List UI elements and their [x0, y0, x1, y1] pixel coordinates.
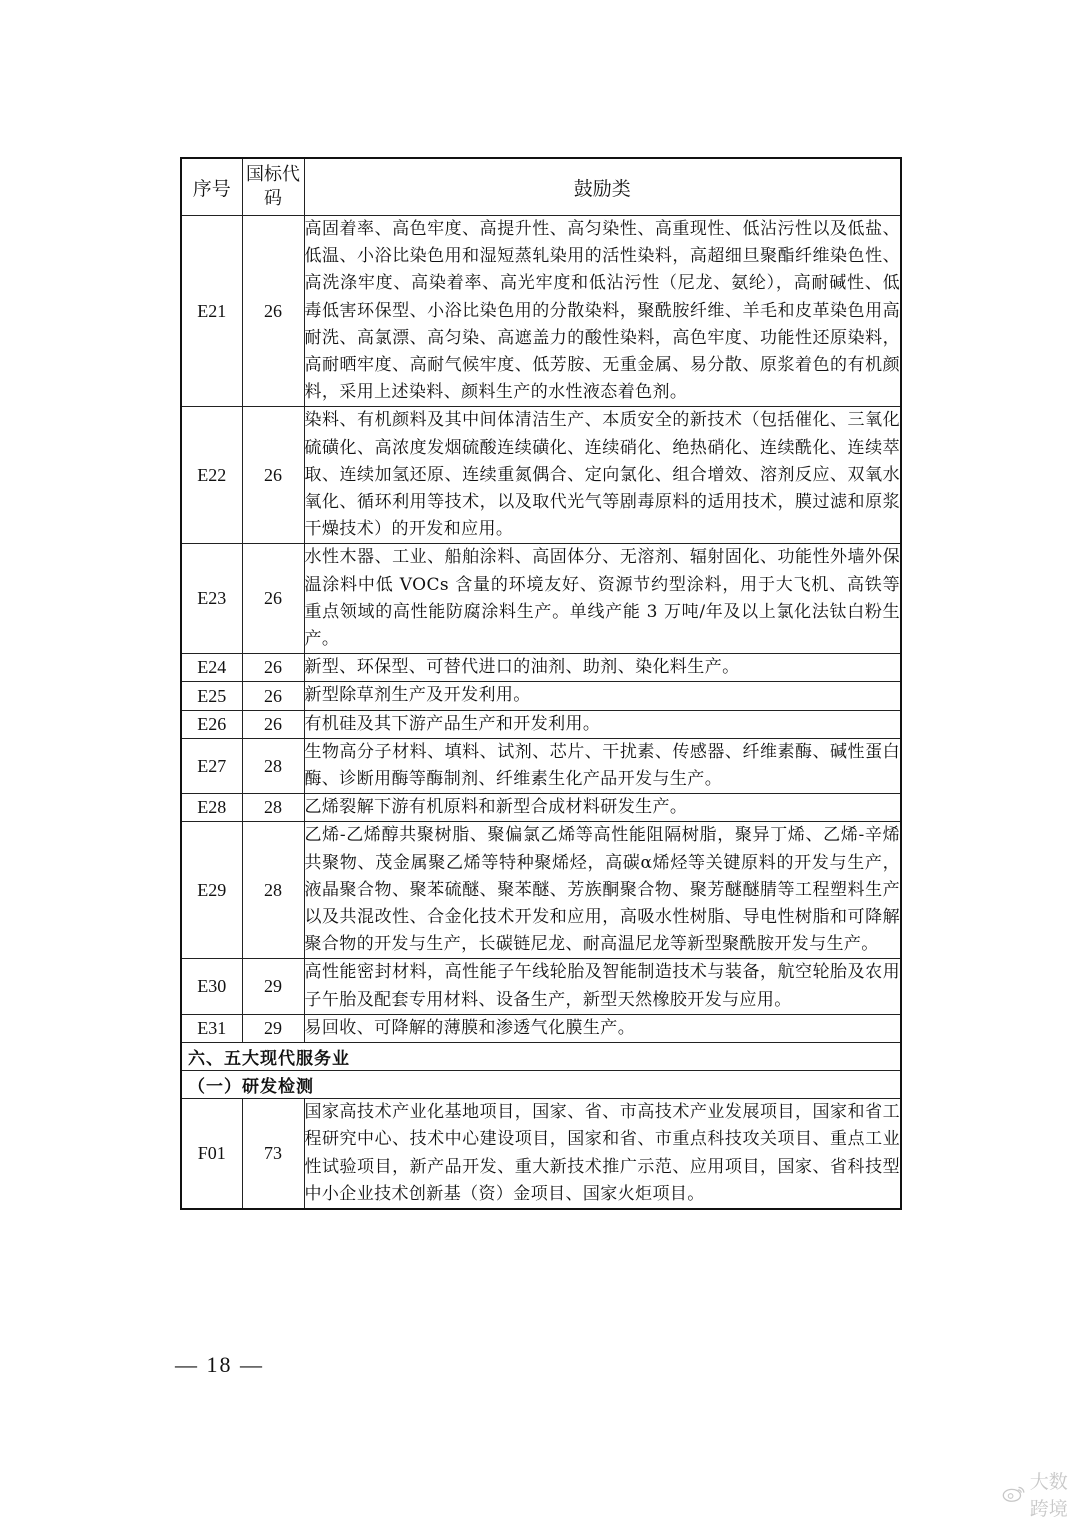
row-gb-code: 26	[242, 544, 304, 654]
subsection-row	[181, 1071, 901, 1099]
row-code: E25	[181, 682, 242, 710]
row-code: E29	[181, 822, 242, 959]
row-code: E22	[181, 407, 242, 544]
row-gb-code: 73	[242, 1099, 304, 1209]
row-description: 高性能密封材料，高性能子午线轮胎及智能制造技术与装备，航空轮胎及农用子午胎及配套专用材料、设备生产，新型天然橡胶开发与应用。	[304, 959, 901, 1014]
table-row	[181, 959, 901, 1014]
row-gb-code: 28	[242, 794, 304, 822]
weibo-logo-icon	[1002, 1481, 1026, 1507]
row-gb-code: 26	[242, 407, 304, 544]
table-row	[181, 1014, 901, 1042]
table-row	[181, 544, 901, 654]
section-title: 六、五大现代服务业	[181, 1043, 901, 1071]
row-code: E31	[181, 1014, 242, 1042]
row-gb-code: 29	[242, 1014, 304, 1042]
table-row	[181, 216, 901, 407]
table-row	[181, 794, 901, 822]
row-description: 有机硅及其下游产品生产和开发利用。	[304, 710, 901, 738]
row-description: 新型、环保型、可替代进口的油剂、助剂、染化料生产。	[304, 654, 901, 682]
header-seq: 序号	[181, 158, 242, 216]
row-code: E24	[181, 654, 242, 682]
row-code: E23	[181, 544, 242, 654]
row-gb-code: 29	[242, 959, 304, 1014]
header-gb-code: 国标代码	[242, 158, 304, 216]
row-code: E30	[181, 959, 242, 1014]
row-description: 高固着率、高色牢度、高提升性、高匀染性、高重现性、低沾污性以及低盐、低温、小浴比染色用和湿短蒸轧染用的活性染料，高超细旦聚酯纤维染色性、高洗涤牢度、高染着率、高光牢度和低沾污性（尼龙、氨纶），高耐碱性、低毒低害环保型、小浴比染色用的分散染料，聚酰胺纤维、羊毛和皮革染色用高耐洗、高氯漂、高匀染、高遮盖力的酸性染料，高色牢度、功能性还原染料，高耐晒牢度、高耐气候牢度、低芳胺、无重金属、易分散、原浆着色的有机颜料，采用上述染料、颜料生产的水性液态着色剂。	[304, 216, 901, 407]
row-description: 染料、有机颜料及其中间体清洁生产、本质安全的新技术（包括催化、三氧化硫磺化、高浓度发烟硫酸连续磺化、连续硝化、绝热硝化、连续酰化、连续萃取、连续加氢还原、连续重氮偶合、定向氯化、组合增效、溶剂反应、双氧水氧化、循环利用等技术，以及取代光气等剧毒原料的适用技术，膜过滤和原浆干燥技术）的开发和应用。	[304, 407, 901, 544]
table-row	[181, 822, 901, 959]
table-row	[181, 1099, 901, 1209]
table-row	[181, 682, 901, 710]
row-description: 新型除草剂生产及开发利用。	[304, 682, 901, 710]
table-row	[181, 407, 901, 544]
row-code: F01	[181, 1099, 242, 1209]
row-code: E28	[181, 794, 242, 822]
subsection-title: （一）研发检测	[181, 1071, 901, 1099]
row-description: 乙烯裂解下游有机原料和新型合成材料研发生产。	[304, 794, 901, 822]
industry-catalog-table	[180, 157, 902, 1210]
row-gb-code: 28	[242, 738, 304, 793]
row-code: E26	[181, 710, 242, 738]
table-row	[181, 710, 901, 738]
row-description: 生物高分子材料、填料、试剂、芯片、干扰素、传感器、纤维素酶、碱性蛋白酶、诊断用酶等酶制剂、纤维素生化产品开发与生产。	[304, 738, 901, 793]
row-gb-code: 28	[242, 822, 304, 959]
row-description: 乙烯-乙烯醇共聚树脂、聚偏氯乙烯等高性能阻隔树脂，聚异丁烯、乙烯-辛烯共聚物、茂金属聚乙烯等特种聚烯烃，高碳α烯烃等关键原料的开发与生产，液晶聚合物、聚苯硫醚、聚苯醚、芳族酮聚合物、聚芳醚醚腈等工程塑料生产以及共混改性、合金化技术开发和应用，高吸水性树脂、导电性树脂和可降解聚合物的开发与生产，长碳链尼龙、耐高温尼龙等新型聚酰胺开发与生产。	[304, 822, 901, 959]
watermark	[1002, 1467, 1080, 1521]
row-code: E21	[181, 216, 242, 407]
section-row	[181, 1043, 901, 1071]
page-number: — 18 —	[175, 1352, 264, 1377]
row-gb-code: 26	[242, 654, 304, 682]
row-code: E27	[181, 738, 242, 793]
row-description: 水性木器、工业、船舶涂料、高固体分、无溶剂、辐射固化、功能性外墙外保温涂料中低 VOCs 含量的环境友好、资源节约型涂料，用于大飞机、高铁等重点领域的高性能防腐涂料生产。单线产能 3 万吨/年及以上氯化法钛白粉生产。	[304, 544, 901, 654]
row-gb-code: 26	[242, 710, 304, 738]
header-category: 鼓励类	[304, 158, 901, 216]
row-description: 国家高技术产业化基地项目，国家、省、市高技术产业发展项目，国家和省工程研究中心、技术中心建设项目，国家和省、市重点科技攻关项目、重点工业性试验项目，新产品开发、重大新技术推广示范、应用项目，国家、省科技型中小企业技术创新基（资）金项目、国家火炬项目。	[304, 1099, 901, 1209]
watermark-text: 大数跨境	[1029, 1471, 1068, 1520]
row-gb-code: 26	[242, 682, 304, 710]
row-description: 易回收、可降解的薄膜和渗透气化膜生产。	[304, 1014, 901, 1042]
row-gb-code: 26	[242, 216, 304, 407]
table-header-row	[181, 158, 901, 216]
table-row	[181, 738, 901, 793]
table-row	[181, 654, 901, 682]
